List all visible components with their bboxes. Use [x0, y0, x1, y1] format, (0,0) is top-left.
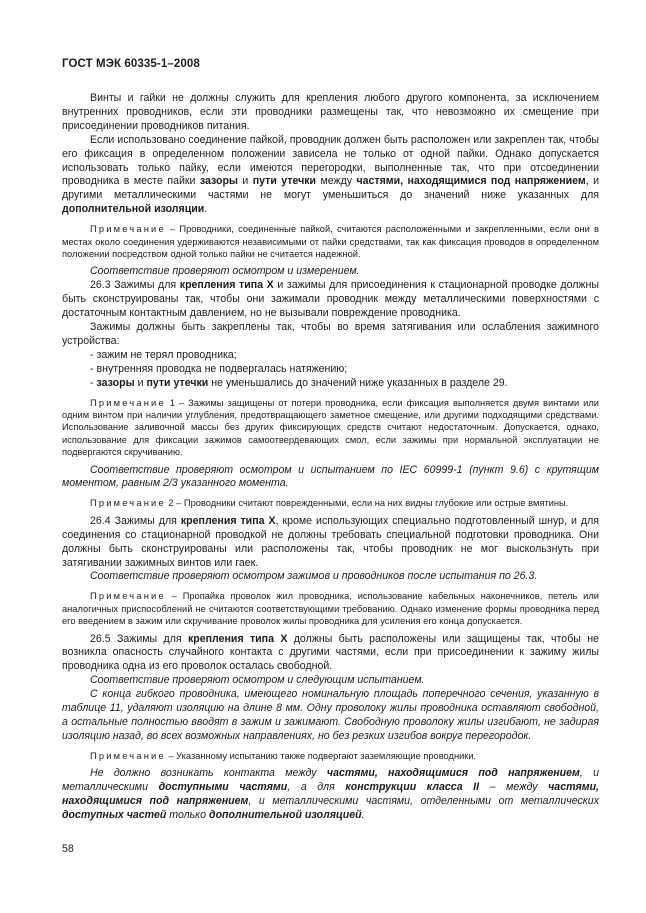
note-label: Примечание: [90, 224, 166, 235]
note-label: Примечание: [90, 591, 166, 602]
term-supplementary-insulation: дополнительной изоляции: [62, 203, 205, 216]
term-clearances: зазоры: [199, 175, 238, 188]
note-label: Примечание: [90, 750, 166, 761]
note-text: – Проводники, соединенные пайкой, считаются расположенными и закрепленными, если они в местах около соединения удерживаются независимыми от пайки средствами, так как фиксация проводов в определенном положении посредством одной только пайки не считается надежной.: [62, 224, 599, 259]
page-number: 58: [62, 843, 74, 855]
paragraph-terminal-fixing: Зажимы должны быть закреплены так, чтобы во время затягивания или ослабления зажимного устройства:: [62, 321, 599, 347]
note-text: – Пропайка проволок жил проводника, использование кабельных наконечников, петель или аналогичных приспособлений не считаются соответствующими требованию. Однако изменение формы проводника перед его введением в зажим или скручивание проволок жилы проводника для усиления его конца допускается.: [62, 591, 599, 627]
text-span: только: [166, 808, 210, 821]
term-type-x-attachment: крепления типа X: [187, 632, 288, 645]
text-span: .: [204, 203, 208, 216]
text-span: Не должно возникать контакта между: [90, 767, 327, 780]
text-span: 26.3 Зажимы для: [90, 279, 180, 292]
clause-26-5: [62, 633, 599, 675]
text-span: не уменьшались до значений ниже указанных в разделе 29.: [208, 376, 508, 389]
compliance-check-2: Соответствие проверяют осмотром и испытанием по IEC 60999-1 (пункт 9.6) с крутящим моментом, равным 2/3 указанного момента.: [62, 463, 599, 490]
note-text: 1 – Зажимы защищены от потери проводника, если фиксация выполняется двумя винтами или одним винтом при наличии углубления, предотвращающего заметное смещение, или другими подходящими средствами. Использование заливочной массы без других фиксирующих средств считают недостаточным. Допускается, однако, использование для фиксации зажимов самоотвердевающих смол, если зажимы при нормальной эксплуатации не подвергаются скручиванию.: [62, 397, 599, 458]
note-soldered-conductors: [62, 223, 599, 260]
text-span: и зажимы для присоединения к стационарной проводке должны быть сконструированы так, чтобы они зажимали проводник между металлическими поверхностями с достаточным контактным давлением, но не вызывали повреждение проводника.: [62, 279, 599, 320]
text-span: между: [316, 175, 357, 188]
test-procedure: С конца гибкого проводника, имеющего номинальную площадь поперечного сечения, указанную в таблице 11, удаляют изоляцию на длине 8 мм. Одну проволоку жилы проводника оставляют свободной, а остальные полностью вводят в зажим и зажимают. Свободную проволоку жилы изгибают, не задирая изоляцию назад, во всех возможных направлениях, но без резких изгибов вокруг перегородок.: [62, 688, 599, 742]
text-span: , и металлическими частями, отделенными от металлических: [248, 795, 599, 807]
note-conductor-preparation: [62, 590, 599, 627]
text-span: , и другими металлическими частями не могут уменьшиться до значений ниже указанных для: [62, 175, 600, 202]
note-text: 2 – Проводники считают поврежденными, если на них видны глубокие или острые вмятины.: [165, 498, 569, 509]
term-live-parts: частями, находящимися под напряжением: [62, 781, 599, 807]
text-span: .: [361, 808, 365, 821]
text-span: должны быть расположены или защищены так, чтобы не возникла опасность случайного контакта с другими частями, если при присоединении к зажиму жилы проводника одна из его проволок осталась свободной.: [62, 632, 599, 673]
term-creepage: пути утечки: [146, 376, 209, 389]
note-terminal-protection: [62, 397, 599, 459]
text-span: и: [134, 376, 147, 389]
text-span: , и металлическими: [62, 767, 599, 794]
term-creepage: пути утечки: [252, 175, 317, 188]
note-earthing-conductors: [62, 750, 599, 762]
note-text: – Указанному испытанию также подвергают заземляющие проводники.: [165, 750, 477, 761]
clause-26-4: [62, 515, 599, 571]
list-item: - внутренняя проводка не подвергалась натяжению;: [90, 362, 348, 375]
clause-26-3: [62, 279, 599, 321]
note-damaged-conductors: [62, 497, 599, 509]
test-criteria: [62, 767, 599, 823]
page-content: [62, 92, 599, 823]
term-type-x-attachment: крепления типа X: [179, 279, 274, 292]
term-live-parts: частями, находящимися под напряжением: [326, 767, 580, 780]
paragraph-soldering: [62, 134, 599, 217]
note-label: Примечание: [90, 498, 166, 509]
compliance-check-3: Соответствие проверяют осмотром зажимов и проводников после испытания по 26.3.: [90, 570, 538, 583]
text-span: – между: [479, 781, 549, 794]
term-accessible-parts: доступными частями: [158, 781, 288, 794]
text-span: , а для: [287, 781, 346, 794]
compliance-check-4: Соответствие проверяют осмотром и следующим испытанием.: [90, 674, 425, 687]
note-label: Примечание: [90, 397, 166, 408]
list-item: [62, 377, 599, 391]
document-header: ГОСТ МЭК 60335-1–2008: [62, 58, 200, 70]
text-span: 26.5 Зажимы для: [90, 632, 188, 645]
text-span: Если использовано соединение пайкой, проводник должен быть расположен или закреплен так, чтобы его фиксация в определенном положении зависела не только от одной пайки. Однако допускается использовать только пайку, если имеются перегородки, выполненные так, что при отсоединении проводника в месте пайки: [62, 133, 599, 188]
text-span: и: [237, 175, 253, 188]
term-clearances: зазоры: [96, 376, 135, 389]
term-type-x-attachment: крепления типа X: [180, 514, 276, 527]
text-span: , кроме использующих специально подготовленный шнур, и для соединения со стационарной проводкой не должны требовать специальной подготовки проводника. Они должны быть сконструированы или расположены так, чтобы проводник не мог выскользнуть при затягивании зажимных винтов или гаек.: [62, 514, 599, 569]
term-accessible-parts: доступных частей: [62, 808, 167, 821]
term-supplementary-insulation: дополнительной изоляцией: [209, 808, 362, 821]
text-span: 26.4 Зажимы для: [90, 514, 181, 527]
compliance-check-1: Соответствие проверяют осмотром и измерением.: [90, 265, 360, 278]
term-live-parts: частями, находящимися под напряжением: [356, 175, 586, 188]
paragraph-screws: Винты и гайки не должны служить для крепления любого другого компонента, за исключением внутренних проводников, если эти проводники размещены так, что невозможно их смещение при присоединении проводников питания.: [62, 92, 599, 132]
term-class-ii-construction: конструкции класса II: [345, 781, 480, 794]
list-item: - зажим не терял проводника;: [90, 348, 237, 361]
text-span: -: [90, 376, 97, 389]
